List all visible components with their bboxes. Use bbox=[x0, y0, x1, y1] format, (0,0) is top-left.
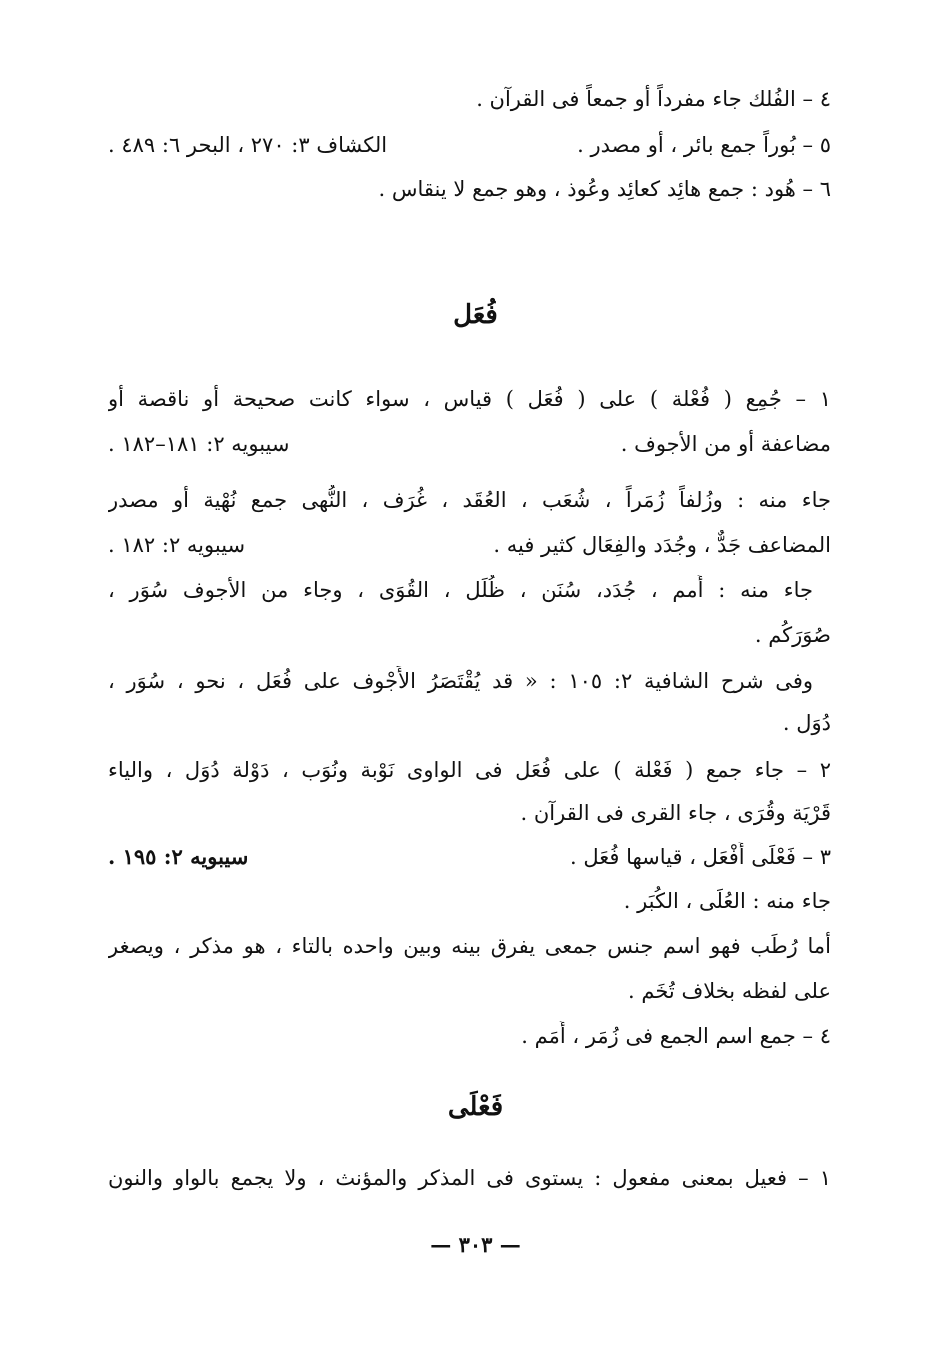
text-line: ١ – فعيل بمعنى مفعول : يستوى فى المذكر والمؤنث ، ولا يجمع بالواو والنون bbox=[108, 1166, 831, 1190]
text-line: وفى شرح الشافية ٢: ١٠٥ : « قد يُقْتَصَرُ الأَجْوف على فُعَل ، نحو ، سُوَر ، bbox=[108, 669, 813, 693]
text-line: قَرْيَة وقُرَى ، جاء القرى فى القرآن . bbox=[520, 801, 831, 825]
text-line: أما رُطَب فهو اسم جنس جمعى يفرق بينه وبين واحده بالتاء ، هو مذكر ، ويصغر bbox=[108, 934, 831, 958]
text-line: ٤ – جمع اسم الجمع فى زُمَر ، أُمَم . bbox=[521, 1024, 831, 1048]
text-line: على لفظه بخلاف تُخَم . bbox=[628, 979, 831, 1003]
text-line: جاء منه : أُمم ، جُدَد، سُنَن ، ظُلَل ، القُوَى ، وجاء من الأجوف سُوَر ، bbox=[108, 578, 813, 602]
reference-note: سيبويه ٢: ١٨١–١٨٢ . bbox=[108, 432, 290, 456]
text-line: مضاعفة أو من الأجوف . سيبويه ٢: ١٨١–١٨٢ . bbox=[108, 429, 831, 459]
text-line: ٣ – فَعْلَى أَفْعَل ، قياسها فُعَل . سيبويه ٢: ١٩٥ . bbox=[108, 842, 831, 872]
section-heading: فَعْلَى bbox=[447, 1092, 504, 1122]
text-line: ٦ – هُود : جمع هائِد كعائِد وعُوذ ، وهو جمع لا ينقاس . bbox=[378, 177, 831, 201]
text-line: ٢ – جاء جمع ( فَعْلة ) على فُعَل فى الواوى نَوْبة ونُوَب ، دَوْلة دُوَل ، والياء bbox=[108, 758, 831, 782]
text-line: ٤ – الفُلك جاء مفرداً أو جمعاً فى القرآن . bbox=[476, 87, 831, 111]
text-line: دُوَل . bbox=[782, 711, 831, 735]
reference-note: سيبويه ٢: ١٨٢ . bbox=[108, 533, 246, 557]
text-line: المضاعف جَدٌّ ، وجُدَد والفِعَال كثير فيه . سيبويه ٢: ١٨٢ . bbox=[108, 530, 831, 560]
reference-note: الكشاف ٣: ٢٧٠ ، البحر ٦: ٤٨٩ . bbox=[108, 133, 388, 157]
text-line: ١ – جُمِع ( فُعْلة ) على ( فُعَل ) قياس ، سواء كانت صحيحة أو ناقصة أو bbox=[108, 387, 831, 411]
text-line: صُوَرَكُم . bbox=[754, 623, 831, 647]
reference-note: سيبويه ٢: ١٩٥ . bbox=[108, 844, 249, 869]
text-line: جاء منه : وزُلفاً زُمَراً ، شُعَب ، العُقَد ، غُرَف ، النُّهى جمع نُهْية أو مصدر bbox=[108, 488, 831, 512]
text-line: ٥ – بُوراً جمع بائر ، أو مصدر . الكشاف ٣: ٢٧٠ ، البحر ٦: ٤٨٩ . bbox=[108, 130, 831, 160]
section-heading: فُعَل bbox=[453, 300, 498, 330]
page-number: — ٣٠٣ — bbox=[430, 1232, 521, 1257]
text-line: جاء منه : العُلَى ، الكُبَر . bbox=[623, 889, 831, 913]
